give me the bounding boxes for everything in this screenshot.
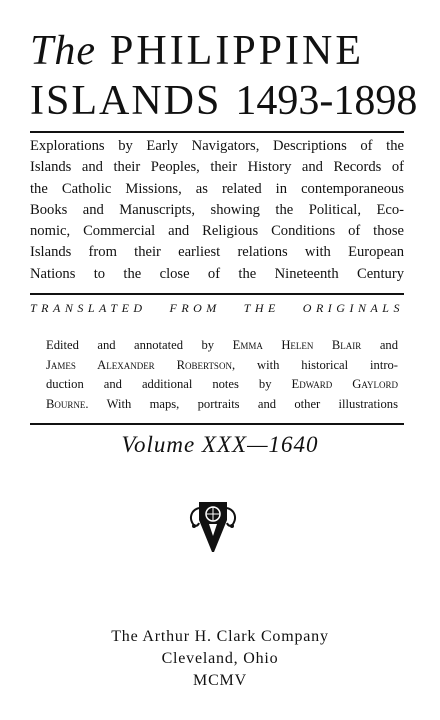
editors-paragraph bbox=[46, 336, 398, 414]
editors-text: duction and additional notes by bbox=[46, 377, 292, 392]
editors-text: Edited and annotated by bbox=[46, 338, 233, 352]
editor-name-bourne-surname: Bourne bbox=[46, 396, 86, 411]
editors-line bbox=[46, 375, 398, 395]
editors-line bbox=[46, 356, 398, 376]
divider-rule-bottom bbox=[30, 423, 404, 425]
volume-heading: Volume XXX—1640 bbox=[121, 432, 319, 457]
publisher-city: Cleveland, Ohio bbox=[161, 650, 279, 667]
translated-word: TRANSLATED bbox=[30, 301, 147, 315]
publisher-device-icon bbox=[183, 496, 243, 556]
title-line-1 bbox=[30, 28, 420, 74]
translated-word: FROM bbox=[169, 301, 221, 315]
editors-line bbox=[46, 395, 398, 415]
editor-name-blair: Emma Helen Blair bbox=[232, 338, 362, 352]
title-philippine: PHILIPPINE bbox=[110, 28, 365, 74]
publication-year: MCMV bbox=[193, 672, 247, 689]
title-years: 1493-1898 bbox=[235, 78, 418, 124]
editors-text: and bbox=[361, 338, 398, 352]
description-line: the Catholic Missions, as related in contemporaneous bbox=[30, 180, 404, 197]
description-line: Islands from their earliest relations with European bbox=[30, 244, 404, 261]
translated-word: ORIGINALS bbox=[302, 301, 404, 315]
title-islands: ISLANDS bbox=[30, 78, 222, 124]
editor-name-bourne: Edward Gaylord bbox=[291, 377, 398, 392]
publisher-name: The Arthur H. Clark Company bbox=[111, 628, 329, 645]
description-line: Books and Manuscripts, showing the Political, Eco- bbox=[30, 201, 404, 218]
translated-word: THE bbox=[243, 301, 280, 315]
description-line: Nations to the close of the Nineteenth Century bbox=[30, 265, 404, 282]
editor-name-robertson: James Alexander Robertson bbox=[46, 357, 232, 372]
description-paragraph bbox=[30, 136, 404, 285]
description-line: Islands and their Peoples, their History and Records of bbox=[30, 159, 404, 176]
divider-rule-middle bbox=[30, 293, 404, 295]
title-the: The bbox=[30, 28, 96, 74]
divider-rule-top bbox=[30, 131, 404, 133]
description-line: Explorations by Early Navigators, Descriptions of the bbox=[30, 138, 404, 154]
publisher-block bbox=[0, 626, 440, 692]
translated-from-originals bbox=[30, 301, 404, 316]
editors-text: . With maps, portraits and other illustrations bbox=[85, 396, 398, 411]
editors-text: , with historical intro- bbox=[231, 357, 399, 372]
title-line-2 bbox=[30, 78, 420, 124]
description-line: nomic, Commercial and Religious Conditions of those bbox=[30, 223, 404, 240]
editors-line bbox=[46, 336, 398, 356]
